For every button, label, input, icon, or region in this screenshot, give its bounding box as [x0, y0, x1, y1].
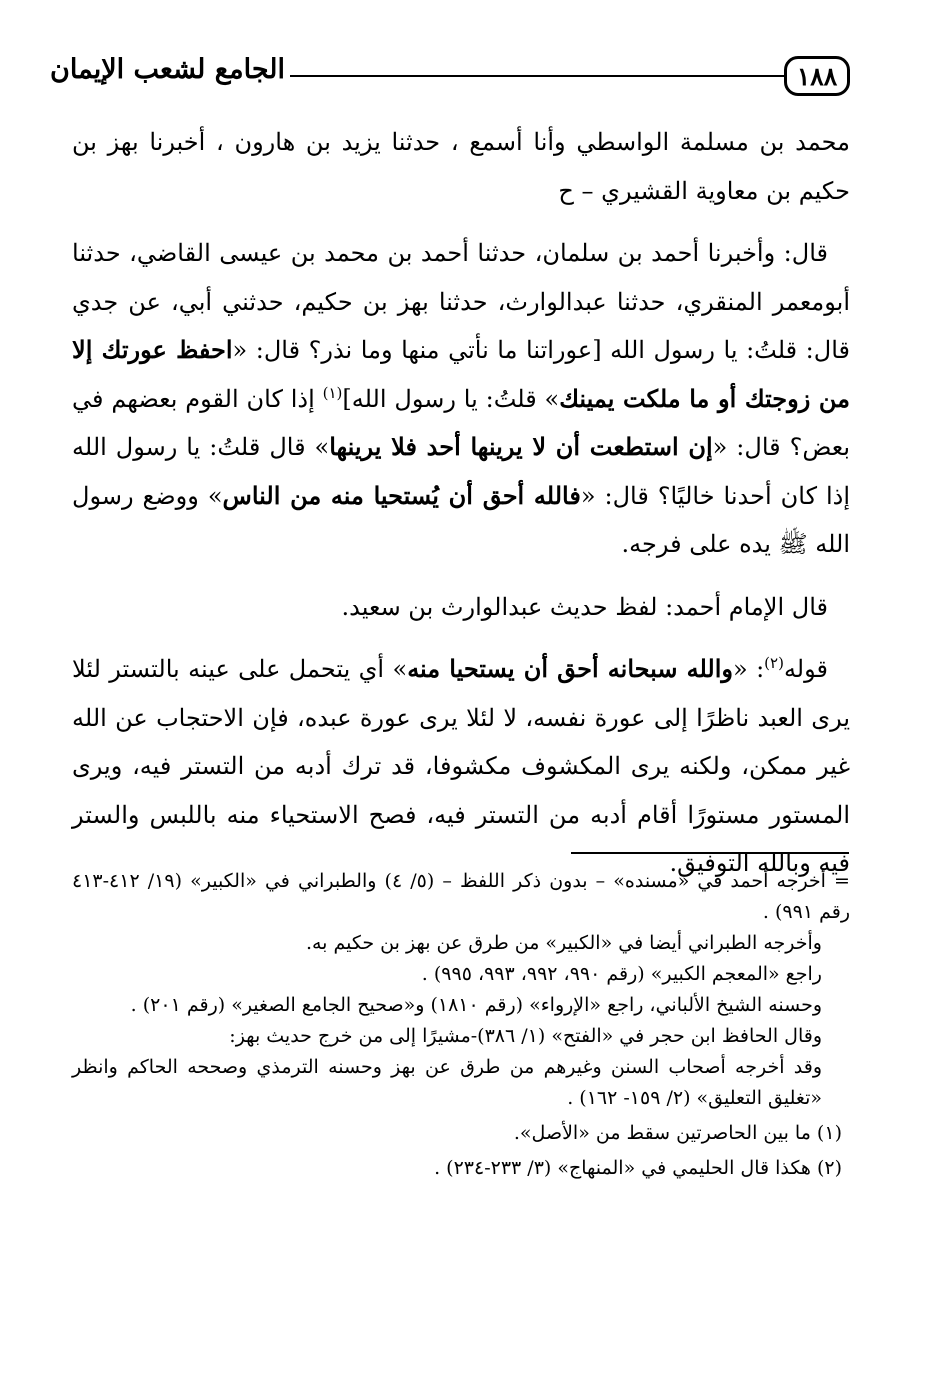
hadith-quote-2: إن استطعت أن لا يرينها أحد فلا يرينها	[329, 432, 713, 461]
footnote-ref-1[interactable]: (١)	[322, 383, 343, 402]
footnotes-section	[72, 866, 850, 1184]
footnote-continuation-5: وقال الحافظ ابن حجر في «الفتح» (١/ ٣٨٦)-مشيرًا إلى من خرج حديث بهز:	[229, 1025, 822, 1047]
paragraph-4-text-d: » أي يتحمل على عينه بالتستر لئلا يرى العبد ناظرًا إلى عورة نفسه، لا لئلا يرى عورة عبده، فإن الاحتجاب عن الله غير ممكن، ولكنه يرى المكشوف مكشوفا، قد ترك أدبه من التستر فيه، ويرى المستور مستورًا أقام أدبه من التستر فيه، فصح الاستحياء منه باللبس والستر فيه وبالله التوفيق.	[72, 655, 850, 877]
paragraph-2-text-h: » ووضع رسول الله ﷺ يده على فرجه.	[72, 481, 850, 558]
page-header	[50, 50, 850, 108]
footnote-separator	[571, 852, 849, 854]
paragraph-2-text-d: إذا كان القوم بعضهم في بعض؟ قال: «	[72, 384, 850, 461]
footnote-2: (٢) هكذا قال الحليمي في «المنهاج» (٣/ ٢٣٣-٢٣٤) .	[434, 1157, 842, 1179]
header-rule	[290, 75, 784, 77]
hadith-quote-1: احفظ عورتك إلا من زوجتك أو ما ملكت يمينك	[72, 335, 850, 413]
main-text	[72, 118, 850, 888]
footnote-continuation-4: وحسنه الشيخ الألباني، راجع «الإرواء» (رقم ١٨١٠) و«صحيح الجامع الصغير» (رقم ٢٠١) .	[130, 994, 822, 1016]
footnote-continuation-3: راجع «المعجم الكبير» (رقم ٩٩٠، ٩٩٢، ٩٩٣، ٩٩٥) .	[421, 963, 822, 985]
page-number: ١٨٨	[784, 56, 850, 96]
paragraph-1: محمد بن مسلمة الواسطي وأنا أسمع ، حدثنا يزيد بن هارون ، أخبرنا بهز بن حكيم بن معاوية القشيري – ح	[72, 128, 850, 205]
paragraph-2	[72, 229, 850, 569]
footnote-continuation-6: وقد أخرجه أصحاب السنن وغيرهم من طرق عن بهز وحسنه الترمذي وصححه الحاكم وانظر «تغليق التعليق» (٢/ ١٥٩- ١٦٢) .	[72, 1056, 822, 1109]
footnote-continuation-2: وأخرجه الطبراني أيضا في «الكبير» من طرق عن بهز بن حكيم به.	[305, 932, 822, 954]
footnote-ref-2[interactable]: (٢)	[764, 654, 784, 672]
book-title: الجامع لشعب الإيمان	[50, 54, 285, 85]
quoted-phrase: والله سبحانه أحق أن يستحيا منه	[407, 654, 733, 683]
footnote-continuation-1: = أخرجه أحمد في «مسنده» – بدون ذكر اللفظ – (٥/ ٤) والطبراني في «الكبير» (١٩/ ٤١٢-٤١٣ رقم ٩٩١) .	[72, 870, 850, 923]
footnote-1: (١) ما بين الحاصرتين سقط من «الأصل».	[513, 1122, 842, 1144]
paragraph-3: قال الإمام أحمد: لفظ حديث عبدالوارث بن سعيد.	[341, 592, 828, 621]
paragraph-2-text-f: » قال قلتُ: يا رسول الله إذا كان أحدنا خاليًا؟ قال: «	[72, 433, 851, 510]
paragraph-2-text-a: قال: وأخبرنا أحمد بن سلمان، حدثنا أحمد بن محمد بن عيسى القاضي، حدثنا أبومعمر المنقري، حدثنا عبدالوارث، حدثنا بهز بن حكيم، حدثني أبي، عن جدي قال: قلتُ: يا رسول الله [عوراتنا ما نأتي منها وما نذر؟ قال: «	[72, 239, 850, 364]
paragraph-4-text-b: : «	[733, 655, 765, 683]
paragraph-4-text-a: قوله	[783, 655, 828, 683]
paragraph-2-text-c: » قلتُ: يا رسول الله]	[342, 384, 560, 413]
hadith-quote-3: فالله أحق أن يُستحيا منه من الناس	[222, 480, 581, 510]
